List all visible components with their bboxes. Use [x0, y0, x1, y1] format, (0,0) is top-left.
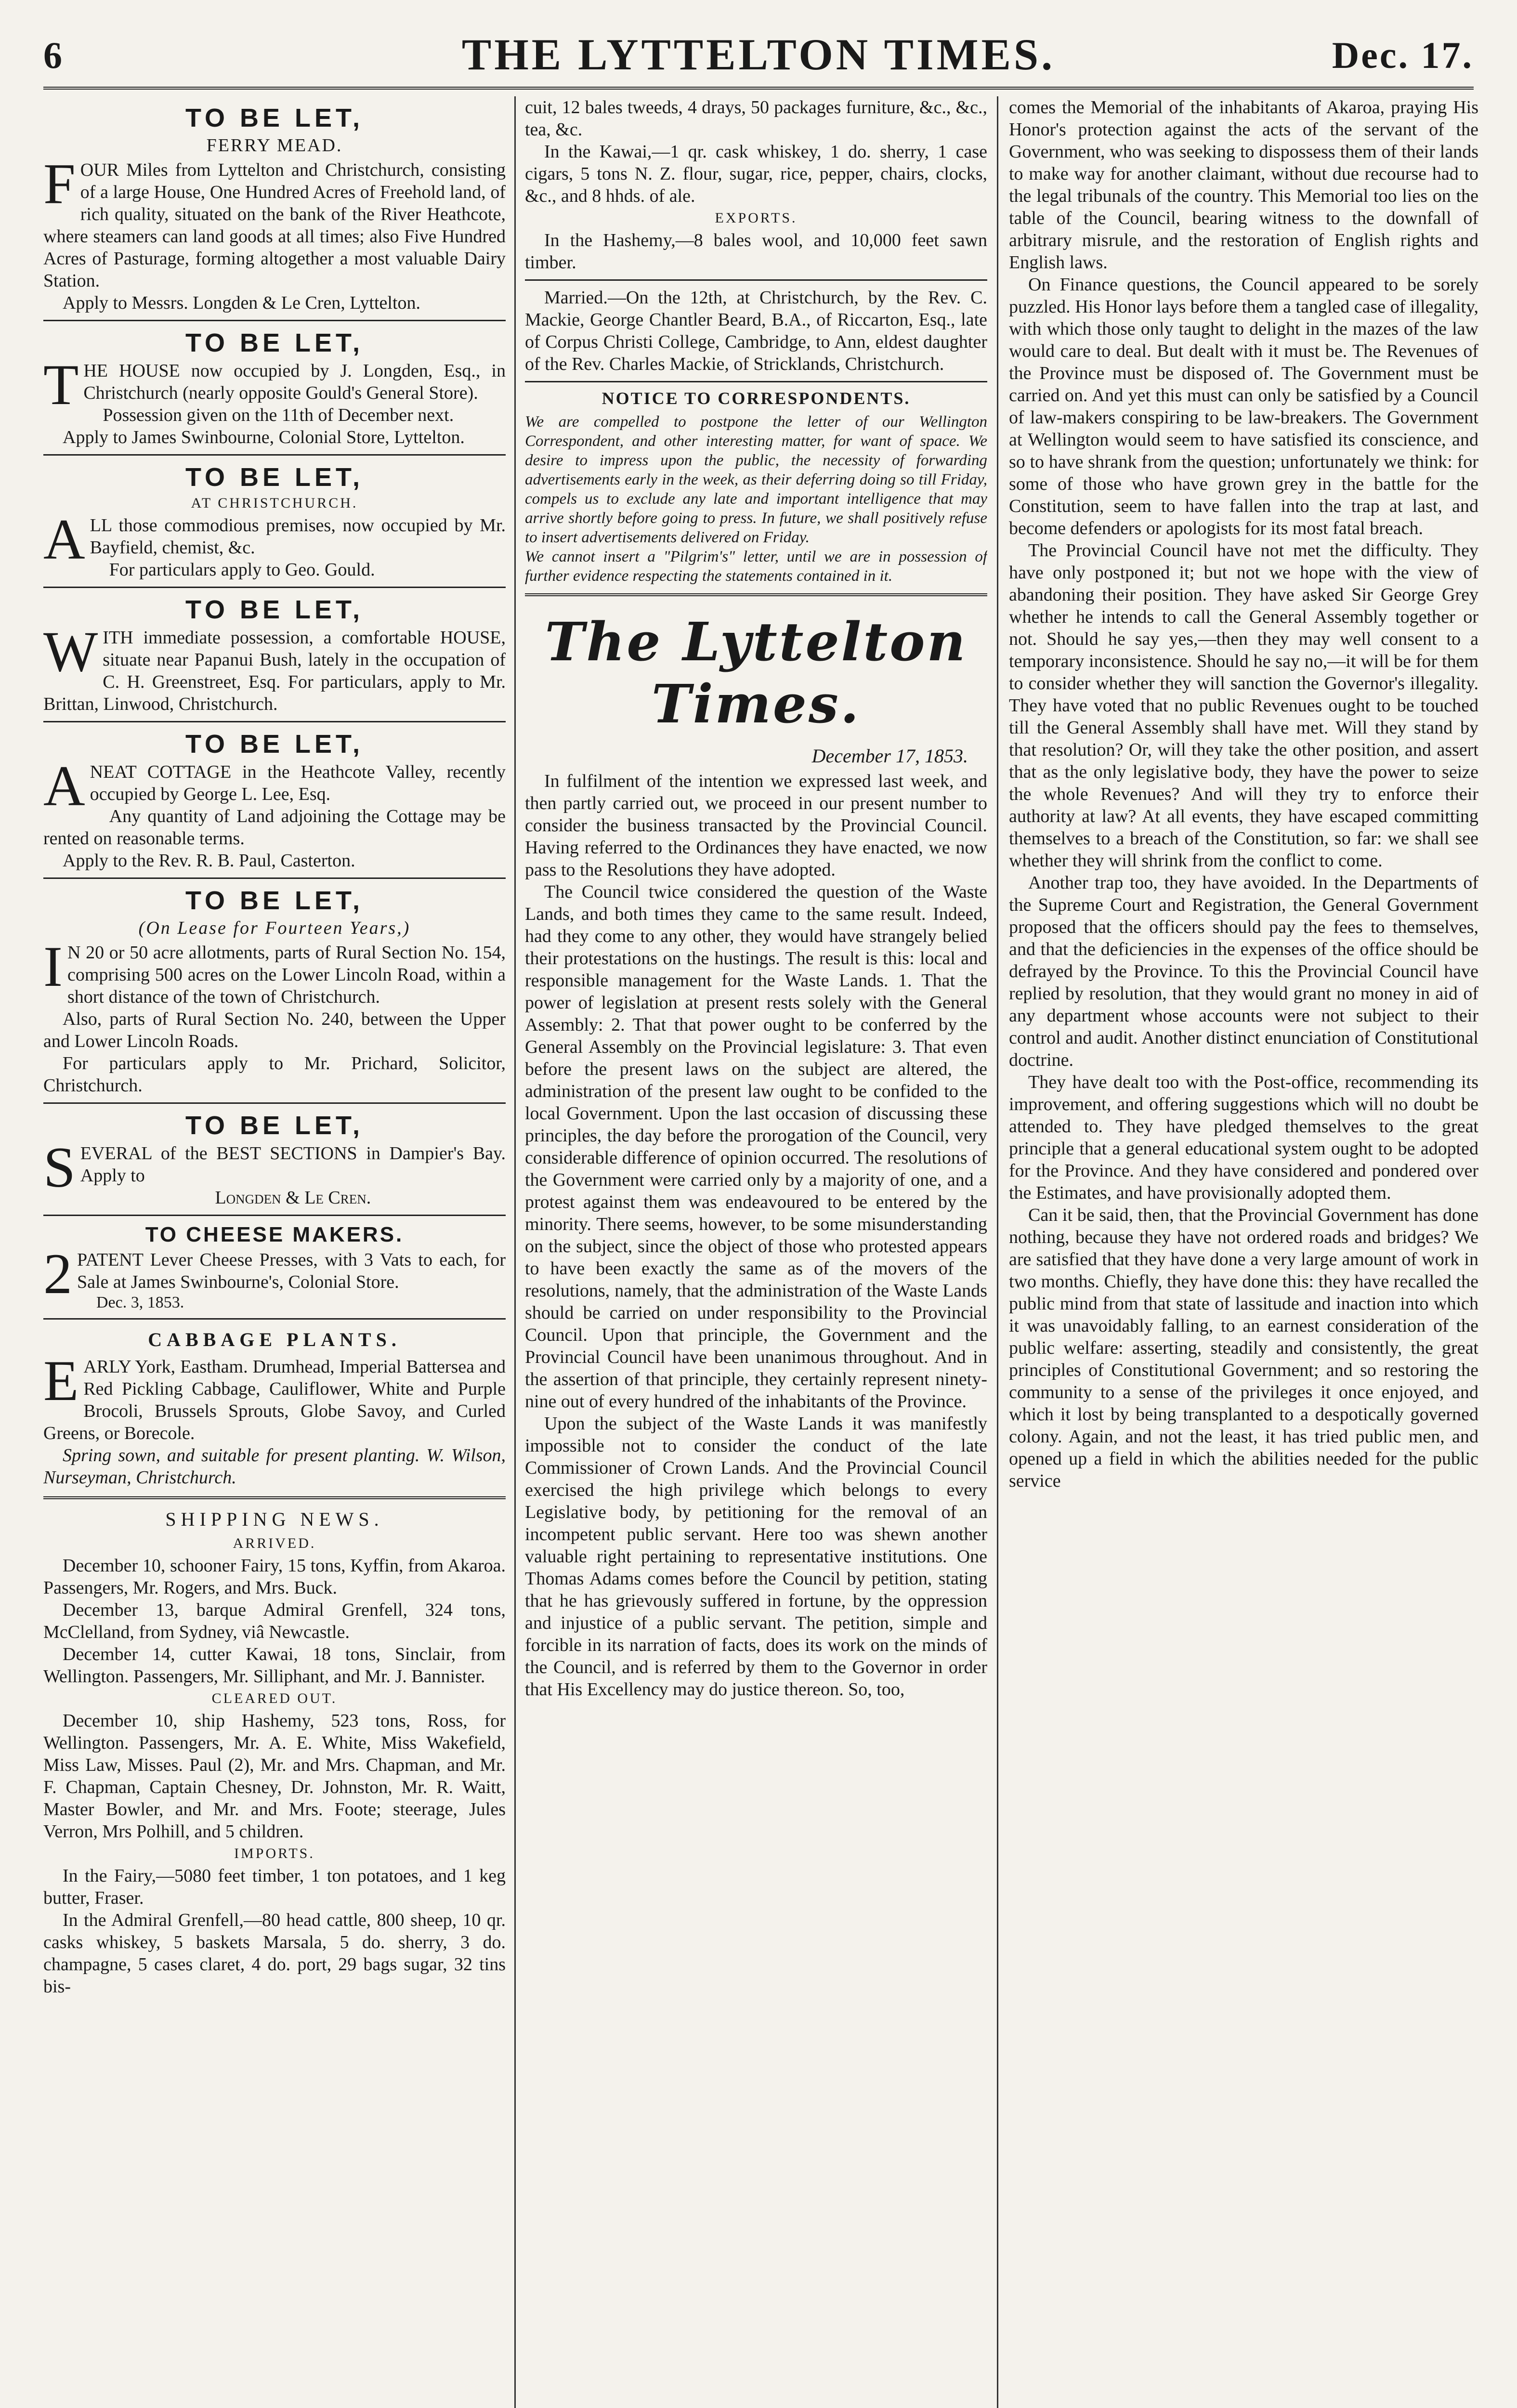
divider — [525, 279, 987, 281]
ad-header: TO CHEESE MAKERS. — [145, 1223, 404, 1246]
ad-body: ITH immediate possession, a comfortable HOUSE, situate near Papanui Bush, lately in the occupation of C. H. Greenstreet, Esq. For particulars, apply to Mr. Brittan, Linwood, Christchurch. — [43, 628, 506, 714]
ad-cheese-makers — [43, 1223, 506, 1312]
ad-body: OUR Miles from Lyttelton and Christchurch, consisting of a large House, One Hundred Acres of Freehold land, of rich quality, situated on the bank of the River Heathcote, where steamers can land goods at all times; also Five Hundred Acres of Pasturage, forming altogether a most valuable Dairy Station. — [43, 160, 506, 291]
ad-apply: Apply to the Rev. R. B. Paul, Casterton. — [63, 851, 355, 871]
ad-body: N 20 or 50 acre allotments, parts of Rural Section No. 154, comprising 500 acres on the Lower Lincoln Road, within a short distance of the town of Christchurch. — [67, 942, 506, 1007]
drop-cap: 2 — [43, 1242, 72, 1306]
editorial-paragraph: Upon the subject of the Waste Lands it was manifestly impossible not to consider the conduct of the late Commissioner of Crown Lands. And the Provincial Council exercised the high privilege which belongs to every Legislative body, by petitioning for the removal of an incompetent public servant. Here too was shewn another valuable right pertaining to representative institutions. One Thomas Adams comes before the Council by petition, stating that he has grievously suffered in fortune, by the oppression and injustice of a public servant. The petition, simple and forcible in its narration of facts, does its work on the minds of the Council, and is referred by them to the Governor in order that His Excellency may do justice thereon. So, too, — [525, 1413, 987, 1700]
drop-cap: A — [43, 507, 85, 571]
shipping-entry: December 13, barque Admiral Grenfell, 324 tons, McClelland, from Sydney, viâ Newcastle. — [43, 1600, 506, 1642]
ad-ferry-mead — [43, 103, 506, 314]
editorial-title: The Lyttelton Times. — [545, 611, 968, 735]
ad-apply: For particulars apply to Geo. Gould. — [109, 560, 375, 580]
drop-cap: E — [43, 1348, 79, 1413]
exports-entry: In the Hashemy,—8 bales wool, and 10,000 feet sawn timber. — [525, 230, 987, 273]
column-3 — [1009, 96, 1478, 2408]
ad-extra: Any quantity of Land adjoining the Cottage may be rented on reasonable terms. — [43, 806, 506, 849]
ad-apply: Apply to Messrs. Longden & Le Cren, Lyttelton. — [63, 293, 421, 313]
divider — [525, 593, 987, 596]
ad-header: TO BE LET, — [185, 463, 364, 492]
shipping-entry: In the Fairy,—5080 feet timber, 1 ton potatoes, and 1 keg butter, Fraser. — [43, 1866, 506, 1908]
ad-house-christchurch — [43, 328, 506, 448]
ad-header: TO BE LET, — [185, 328, 364, 357]
editorial-paragraph: The Council twice considered the question of the Waste Lands, and both times they came to the same result. Indeed, had they come to any other, they would have strangely belied their protestations on the hustings. The result is this: local and responsible management for the Waste Lands. 1. That the power of legislation at present rests solely with the General Assembly: 2. That that power ought to be conferred by the General Assembly on the Provincial legislature: 3. That even before the present laws on the subject are altered, the administration of the present law ought to be confided to the local Government. Upon the last occasion of discussing these principles, the day before the prorogation of the Council, very considerable difference of opinion occurred. The resolutions of the Government were carried only by a majority of one, and a protest against them was endeavoured to be entered by the minority. There seems, however, to be some misunderstanding on the subject, since the object of those who protested appears to have been exactly the same as of the movers of the resolutions, namely, that the administration of the Waste Lands should be carried on under responsibility to the Provincial Council. Upon that principle, the Government and the Provincial Council have been unanimous throughout. And in the assertion of that principle, they certainly represent ninety-nine out of every hundred of the inhabitants of the Province. — [525, 882, 987, 1412]
drop-cap: F — [43, 152, 76, 216]
imports-kawai: In the Kawai,—1 qr. cask whiskey, 1 do. sherry, 1 case cigars, 5 tons N. Z. flour, sugar, rice, pepper, chairs, clocks, &c., and 8 hhds. of ale. — [525, 142, 987, 206]
editorial-paragraph: Can it be said, then, that the Provincial Government has done nothing, because they have not ordered roads and bridges? We are satisfied that they have done a very large amount of work in two months. Chiefly, they have done this: they have recalled the public mind from that state of lassitude and inaction into which it was unavoidably falling, to an earnest consideration of the public welfare: asserting, steadily and consistently, the great principles of Constitutional Government; and so restoring the community to a sense of the privileges it once enjoyed, and which it lost by being transplanted to a despotically governed colony. Again, and not the least, it has tried public men, and opened up a field in which the abilities needed for the public service — [1009, 1205, 1478, 1491]
cleared-label: CLEARED OUT. — [211, 1690, 338, 1706]
ad-extra: Also, parts of Rural Section No. 240, between the Upper and Lower Lincoln Roads. — [43, 1009, 506, 1051]
notice-text: We are compelled to postpone the letter of our Wellington Correspondent, and other interesting matter, for want of space. We desire to impress upon the public, the necessity of forwarding advertisements early in the week, as their deferring doing so till Friday, compels us to exclude any late and important intelligence that may arrive shortly before going to press. In future, we shall positively refuse to insert advertisements delivered on Friday. — [525, 413, 987, 546]
shipping-entry: In the Admiral Grenfell,—80 head cattle, 800 sheep, 10 qr. casks whiskey, 5 baskets Marsala, 5 do. sherry, 3 do. champagne, 5 cases claret, 4 do. port, 29 bags sugar, 32 tins bis- — [43, 1910, 506, 1997]
editorial-paragraph: In fulfilment of the intention we expressed last week, and then partly carried out, we proceed in our present number to consider the business transacted by the Provincial Council. Having referred to the Ordinances they have enacted, we now pass to the Resolutions they have adopted. — [525, 771, 987, 880]
ad-date: Dec. 3, 1853. — [96, 1294, 184, 1311]
ad-header: TO BE LET, — [185, 1111, 364, 1140]
notice-text: We cannot insert a "Pilgrim's" letter, until we are in possession of further evidence respecting the statements contained in it. — [525, 548, 987, 585]
newspaper-title: THE LYTTELTON TIMES. — [461, 30, 1056, 79]
ad-possession: Possession given on the 11th of December next. — [103, 405, 454, 425]
divider — [43, 320, 506, 321]
divider — [43, 587, 506, 588]
column-2 — [525, 96, 987, 2408]
divider — [43, 1215, 506, 1216]
ad-allotments — [43, 886, 506, 1097]
ad-body: NEAT COTTAGE in the Heathcote Valley, recently occupied by George L. Lee, Esq. — [90, 762, 506, 804]
ad-sections — [43, 1111, 506, 1209]
divider — [43, 1496, 506, 1499]
ad-apply: For particulars apply to Mr. Prichard, Solicitor, Christchurch. — [43, 1053, 506, 1096]
ad-header: TO BE LET, — [185, 595, 364, 624]
arrived-label: ARRIVED. — [233, 1535, 316, 1551]
ad-body: LL those commodious premises, now occupied by Mr. Bayfield, chemist, &c. — [90, 515, 506, 558]
shipping-entry: December 10, ship Hashemy, 523 tons, Ross, for Wellington. Passengers, Mr. A. E. White, Miss Wakefield, Miss Law, Misses. Paul (2), Mr. and Mrs. Chapman, and Mr. F. Chapman, Captain Chesney, Dr. Johnston, Mr. R. Waitt, Master Bowler, and Mr. and Mrs. Foote; steerage, Jules Verron, Mrs Polhill, and 5 children. — [43, 1711, 506, 1842]
shipping-news — [43, 1508, 506, 1998]
editorial-paragraph: On Finance questions, the Council appeared to be sorely puzzled. His Honor lays before them a tangled case of illegality, with which those only taught to delight in the mazes of the law would care to deal. But dealt with it must be. The Revenues of the Province must be disposed of. The Government must be carried on. And yet this must can only be satisfied by a Council of law-makers conspiring to be law-breakers. The Government at Wellington would seem to have satisfied its conscience, and so to have shrank from the question; unfortunately we think: for some of those who have grown grey in the battle for the Constitution, seem to have fallen into the trap at last, and become defenders or apologists for its most fatal breach. — [1009, 275, 1478, 538]
editorial-paragraph: Another trap too, they have avoided. In the Departments of the Supreme Court and Registration, the General Government proposed that the officers should pay the fees to themselves, and that the deficiencies in the expenses of the office should be defrayed by the Province. To this the Provincial Council have replied by resolution, that they would grant no money in aid of any department whose accounts were not subject to their control and audit. Another distinct enunciation of Constitutional doctrine. — [1009, 873, 1478, 1070]
column-rule — [514, 96, 516, 2408]
column-1 — [43, 96, 506, 2408]
ad-subheader: AT CHRISTCHURCH. — [191, 495, 358, 511]
editorial-paragraph: comes the Memorial of the inhabitants of Akaroa, praying His Honor's protection against the acts of the servant of the Government, who was seeking to dispossess them of their lands to make way for another claimant, without due recourse had to the legal tribunals of the country. This Memorial too lies on the table of the Council, bearing witness to the downfall of arbitrary misrule, and the restoration of English rights and English laws. — [1009, 97, 1478, 273]
ad-subheader: FERRY MEAD. — [206, 135, 343, 156]
notice-header: NOTICE TO CORRESPONDENTS. — [602, 389, 911, 408]
notice-to-correspondents — [525, 388, 987, 586]
ad-apply: Apply to James Swinbourne, Colonial Store, Lyttelton. — [63, 427, 465, 447]
masthead — [43, 14, 1474, 90]
ad-subheader: (On Lease for Fourteen Years,) — [138, 918, 411, 938]
ad-footer: Spring sown, and suitable for present planting. W. Wilson, Nurseyman, Christchurch. — [43, 1445, 506, 1488]
ad-body: PATENT Lever Cheese Presses, with 3 Vats to each, for Sale at James Swinbourne's, Colonial Store. — [77, 1250, 506, 1292]
imports-label: IMPORTS. — [234, 1845, 315, 1861]
ad-cabbage-plants — [43, 1328, 506, 1489]
ad-body: HE HOUSE now occupied by J. Longden, Esq., in Christchurch (nearly opposite Gould's General Store). — [83, 361, 506, 403]
ad-header: TO BE LET, — [185, 886, 364, 915]
ad-apply: Longden & Le Cren. — [215, 1188, 371, 1208]
shipping-header: SHIPPING NEWS. — [165, 1508, 384, 1530]
imports-continued: cuit, 12 bales tweeds, 4 drays, 50 packages furniture, &c., &c., tea, &c. — [525, 97, 987, 140]
page-number: 6 — [43, 34, 62, 76]
editorial-paragraph: They have dealt too with the Post-office, recommending its improvement, and offering suggestions which will no doubt be attended to. They have pledged themselves to the great principle that a general educational system ought to be adopted for the Province. And they have considered and pondered over the Estimates, and have provisionally adopted them. — [1009, 1072, 1478, 1203]
drop-cap: W — [43, 619, 98, 683]
divider — [43, 454, 506, 456]
ad-premises — [43, 462, 506, 581]
editorial-paragraph: The Provincial Council have not met the difficulty. They have only postponed it; but not we hope with the view of abandoning their position. They have asked Sir George Grey whether he intends to call the General Assembly together or not. Should he say yes,—then they may well consent to a temporary inconsistence. Should he say no,—it will be for them to consider whether they will sanction the Governor's illegality. They have voted that no public Revenues ought to be touched till the General Assembly shall have met. Will they stand by that resolution? Or, will they take the other position, and assert that as the only legislative body, they have the power to seize the whole Revenues? And will they try to enforce their authority at law? At all events, they have escaped committing themselves to a breach of the Constitution, so far: we shall see whether they will shrink from the conflict to come. — [1009, 540, 1478, 871]
divider — [43, 1318, 506, 1320]
divider — [525, 381, 987, 382]
ad-cottage — [43, 729, 506, 872]
divider — [43, 1102, 506, 1104]
shipping-entry: December 14, cutter Kawai, 18 tons, Sinclair, from Wellington. Passengers, Mr. Silliphant, and Mr. J. Bannister. — [43, 1644, 506, 1687]
masthead-date: Dec. 17. — [1332, 34, 1474, 76]
ad-header: TO BE LET, — [185, 104, 364, 132]
drop-cap: I — [43, 934, 63, 998]
drop-cap: S — [43, 1135, 76, 1199]
shipping-entry: December 10, schooner Fairy, 15 tons, Kyffin, from Akaroa. Passengers, Mr. Rogers, and Mrs. Buck. — [43, 1556, 506, 1598]
drop-cap: T — [43, 353, 79, 417]
ad-papanui-house — [43, 595, 506, 715]
married-notice: Married.—On the 12th, at Christchurch, by the Rev. C. Mackie, George Chantler Beard, B.A., of Riccarton, Esq., late of Corpus Christi College, Cambridge, to Ann, eldest daughter of the Rev. Charles Mackie, of Stricklands, Christchurch. — [525, 288, 987, 374]
editorial-date: December 17, 1853. — [811, 745, 968, 767]
ad-header: CABBAGE PLANTS. — [148, 1329, 401, 1350]
ad-header: TO BE LET, — [185, 730, 364, 759]
ad-body: EVERAL of the BEST SECTIONS in Dampier's Bay. Apply to — [80, 1143, 506, 1186]
drop-cap: A — [43, 754, 85, 818]
column-rule — [997, 96, 998, 2408]
divider — [43, 721, 506, 722]
exports-label: EXPORTS. — [715, 210, 798, 226]
divider — [43, 877, 506, 879]
ad-body: ARLY York, Eastham. Drumhead, Imperial Battersea and Red Pickling Cabbage, Cauliflower, White and Purple Brocoli, Brussels Sprouts, Globe Savoy, and Curled Greens, or Borecole. — [43, 1357, 506, 1443]
